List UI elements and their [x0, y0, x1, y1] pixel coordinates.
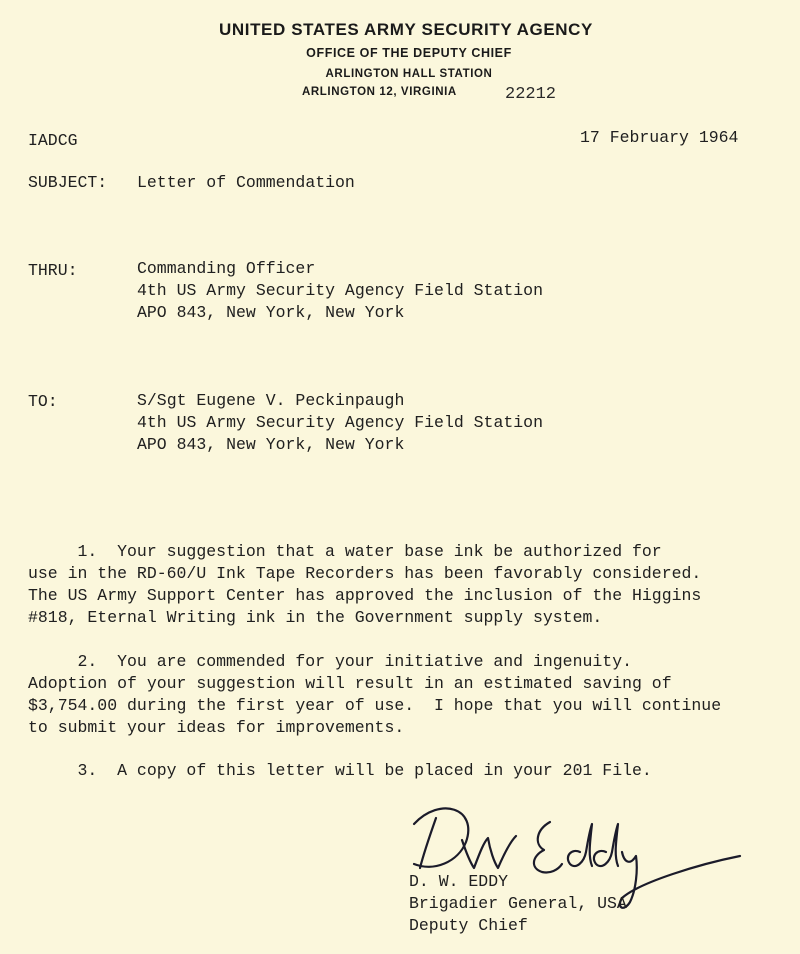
letterhead-office: OFFICE OF THE DEPUTY CHIEF [306, 46, 512, 60]
signer-rank: Brigadier General, USA [409, 894, 627, 913]
to-line: S/Sgt Eugene V. Peckinpaugh [137, 391, 405, 410]
paragraph-2-line: to submit your ideas for improvements. [28, 718, 405, 737]
paragraph-1-line: #818, Eternal Writing ink in the Government supply system. [28, 608, 603, 627]
paragraph-2-line: 2. You are commended for your initiative and ingenuity. [28, 652, 632, 671]
letterhead-city-state: ARLINGTON 12, VIRGINIA [302, 86, 457, 98]
to-line: 4th US Army Security Agency Field Station [137, 413, 543, 432]
paragraph-2-line: Adoption of your suggestion will result in an estimated saving of [28, 674, 672, 693]
thru-label: THRU: [28, 261, 78, 280]
paragraph-1-line: The US Army Support Center has approved the inclusion of the Higgins [28, 586, 702, 605]
paragraph-1-line: use in the RD-60/U Ink Tape Recorders has been favorably considered. [28, 564, 702, 583]
paragraph-3-line: 3. A copy of this letter will be placed in your 201 File. [28, 761, 652, 780]
subject-label: SUBJECT: [28, 173, 108, 192]
paragraph-1-line: 1. Your suggestion that a water base ink be authorized for [28, 542, 662, 561]
signer-position: Deputy Chief [409, 916, 528, 935]
letterhead-station: ARLINGTON HALL STATION [325, 68, 493, 80]
letterhead-agency: UNITED STATES ARMY SECURITY AGENCY [219, 20, 593, 39]
thru-line: Commanding Officer [137, 259, 316, 278]
thru-line: 4th US Army Security Agency Field Station [137, 281, 543, 300]
paragraph-2-line: $3,754.00 during the first year of use. I hope that you will continue [28, 696, 722, 715]
thru-line: APO 843, New York, New York [137, 303, 405, 322]
letterhead-zip: 22212 [505, 85, 557, 104]
signer-name: D. W. EDDY [409, 872, 509, 891]
subject-text: Letter of Commendation [137, 173, 355, 192]
to-line: APO 843, New York, New York [137, 435, 405, 454]
office-symbol: IADCG [28, 131, 78, 150]
letter-date: 17 February 1964 [580, 128, 739, 147]
to-label: TO: [28, 392, 58, 411]
